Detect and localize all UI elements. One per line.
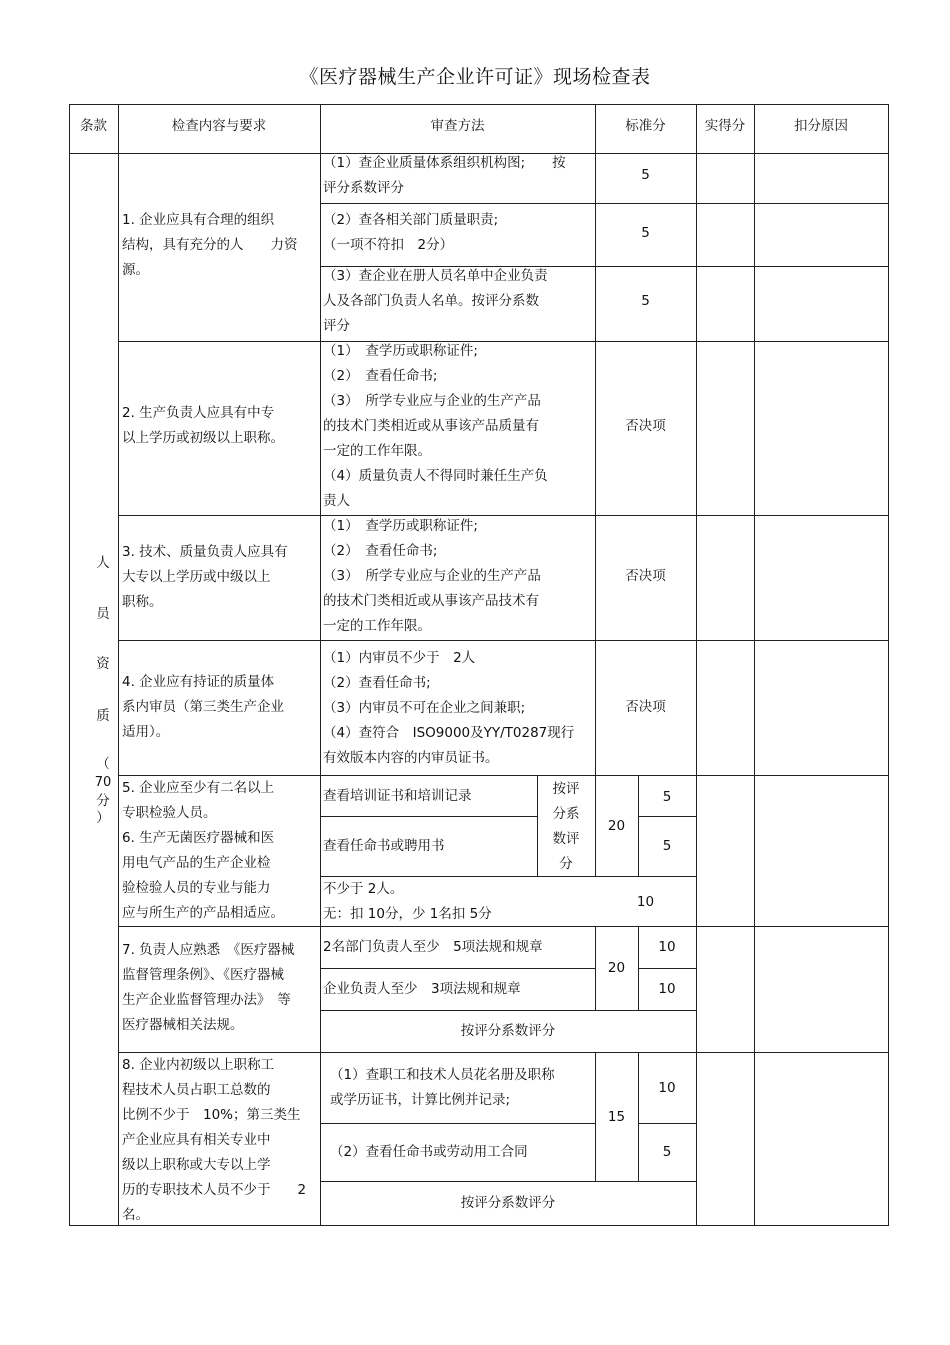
item7-method-2: 企业负责人至少 3项法规和规章 xyxy=(323,981,521,997)
table-divider xyxy=(320,816,537,817)
item4-requirement: 4. 企业应有持证的质量体 系内审员（第三类生产企业 适用）。 xyxy=(122,674,284,740)
item7-group-score: 20 xyxy=(607,960,626,976)
item2-method: （1） 查学历或职称证件; （2） 查看任命书; （3） 所学专业应与企业的生产产品 的技术门类相近或从事该产品质量有 一定的工作年限。 （4）质量负责人不得同时兼任生产负 责人 xyxy=(323,343,548,509)
category-char: 质 xyxy=(96,708,110,724)
table-border xyxy=(69,104,70,1226)
item2-requirement: 2. 生产负责人应具有中专 以上学历或初级以上职称。 xyxy=(122,405,284,446)
table-divider xyxy=(638,816,696,817)
item8-requirement: 8. 企业内初级以上职称工 程技术人员占职工总数的 比例不少于 10%；第三类生 产企业应具有相关专业中 级以上职称或大专以上学 历的专职技术人员不少于 2 名。 xyxy=(122,1057,307,1223)
item56-score-1: 5 xyxy=(662,789,672,805)
item1-method-1: （1）查企业质量体系组织机构图; 按 评分系数评分 xyxy=(323,155,566,196)
header-standard-score: 标准分 xyxy=(625,118,666,134)
header-method: 审查方法 xyxy=(430,118,485,134)
item8-method-2: （2）查看任命书或劳动用工合同 xyxy=(330,1144,528,1160)
table-divider xyxy=(696,104,697,1226)
table-divider xyxy=(638,1123,696,1124)
table-divider xyxy=(320,1123,595,1124)
item2-score: 否决项 xyxy=(625,418,666,434)
category-char: ） xyxy=(96,810,110,826)
item8-group-score: 15 xyxy=(607,1109,626,1125)
table-divider xyxy=(320,203,889,204)
item56-score-2: 5 xyxy=(662,838,672,854)
item56-requirement: 5. 企业应至少有二名以上 专职检验人员。 6. 生产无菌医疗器械和医 用电气产品的生产企业检 验检验人员的专业与能力 应与所生产的产品相适应。 xyxy=(122,780,284,921)
category-char: 分 xyxy=(96,793,110,809)
table-divider xyxy=(754,104,755,1226)
item3-method: （1） 查学历或职称证件; （2） 查看任命书; （3） 所学专业应与企业的生产产品 的技术门类相近或从事该产品技术有 一定的工作年限。 xyxy=(323,518,541,634)
category-char: 员 xyxy=(96,606,110,622)
header-deduction-reason: 扣分原因 xyxy=(794,118,848,134)
item1-score-3: 5 xyxy=(641,293,650,309)
category-char: 70 xyxy=(94,775,112,790)
item4-score: 否决项 xyxy=(625,699,666,715)
table-divider xyxy=(320,1010,696,1011)
item1-score-2: 5 xyxy=(641,225,650,241)
item7-requirement: 7. 负责人应熟悉 《医疗器械 监督管理条例》、《医疗器械 生产企业监督管理办法》 等 医疗器械相关法规。 xyxy=(122,942,295,1033)
table-divider xyxy=(118,640,889,641)
table-divider xyxy=(320,104,321,1226)
table-border xyxy=(888,104,889,1226)
table-border xyxy=(69,104,889,105)
item1-score-1: 5 xyxy=(641,167,650,183)
category-char: 资 xyxy=(96,656,110,672)
item1-method-3: （3）查企业在册人员名单中企业负责 人及各部门负责人名单。按评分系数 评分 xyxy=(323,268,548,334)
page-title: 《医疗器械生产企业许可证》现场检查表 xyxy=(299,66,651,88)
item8-scoring-note: 按评分系数评分 xyxy=(460,1195,556,1211)
header-content: 检查内容与要求 xyxy=(171,118,267,134)
item56-method-2: 查看任命书或聘用书 xyxy=(323,838,445,854)
item3-requirement: 3. 技术、质量负责人应具有 大专以上学历或中级以上 职称。 xyxy=(122,544,288,610)
item56-method-3: 不少于 2人。 无：扣 10分，少 1名扣 5分 xyxy=(323,881,492,922)
item56-method-1: 查看培训证书和培训记录 xyxy=(323,788,472,804)
item56-scoring-note: 按评 分系 数评 分 xyxy=(552,781,580,872)
category-char: 人 xyxy=(96,555,110,571)
item56-score-3: 10 xyxy=(636,894,655,910)
table-divider xyxy=(118,104,119,1226)
table-divider xyxy=(320,968,595,969)
item4-method: （1）内审员不少于 2人 （2）查看任命书; （3）内审员不可在企业之间兼职; （4）查符合 ISO9000及YY/T0287现行 有效版本内容的内审员证书。 xyxy=(323,650,575,766)
item7-score-1: 10 xyxy=(658,939,676,955)
item8-method-1: （1）查职工和技术人员花名册及职称 或学历证书，计算比例并记录; xyxy=(330,1067,555,1108)
item1-method-2: （2）查各相关部门质量职责; （一项不符扣 2分） xyxy=(323,212,499,253)
category-char: （ xyxy=(96,756,110,772)
table-divider xyxy=(118,926,889,927)
item3-score: 否决项 xyxy=(625,568,666,584)
header-actual-score: 实得分 xyxy=(704,118,746,134)
item7-scoring-note: 按评分系数评分 xyxy=(460,1023,556,1039)
item7-score-2: 10 xyxy=(658,981,676,997)
item8-score-2: 5 xyxy=(662,1144,672,1160)
table-divider xyxy=(595,104,596,776)
table-divider xyxy=(320,1181,696,1182)
item56-group-score: 20 xyxy=(607,818,626,834)
table-divider xyxy=(638,968,696,969)
item7-method-1: 2名部门负责人至少 5项法规和规章 xyxy=(323,939,543,955)
item1-requirement: 1. 企业应具有合理的组织 结构，具有充分的人 力资 源。 xyxy=(122,212,298,278)
item8-score-1: 10 xyxy=(658,1080,676,1096)
header-clause: 条款 xyxy=(80,118,107,134)
